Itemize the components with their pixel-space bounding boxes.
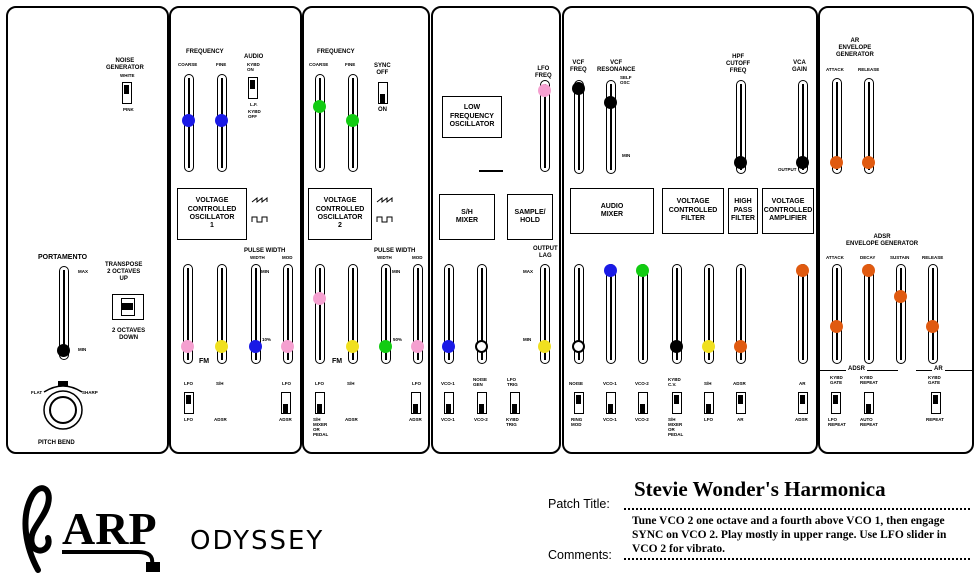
vcf-resonance-label: VCF RESONANCE	[597, 60, 636, 73]
vco2-lfo-label: LFO	[315, 381, 324, 386]
ar-trigger-label: AR	[934, 366, 943, 372]
vco1-fm-lfo-knob[interactable]	[181, 340, 194, 353]
vco2-fm1-switch[interactable]	[315, 392, 325, 414]
lfo-trig-switch[interactable]	[510, 392, 520, 414]
lfo-output-line	[479, 170, 503, 172]
vca-gain-label: VCA GAIN	[792, 60, 807, 73]
vca-adsr-label: ADSR	[795, 417, 808, 422]
vco2-pwm-knob[interactable]	[411, 340, 424, 353]
vco1-fm1-switch[interactable]	[184, 392, 194, 414]
vco1-waveform-icons	[251, 196, 275, 228]
kybd-trig-label: KYBD TRIG	[506, 417, 519, 427]
vco1-min-label: MIN	[261, 269, 270, 274]
vco1-audio-label: AUDIO	[244, 54, 264, 60]
pitch-bend-knob[interactable]	[38, 380, 88, 432]
sh-mixer-box: S/H MIXER	[439, 194, 495, 240]
audio-mixer-box: AUDIO MIXER	[570, 188, 654, 234]
noise-generator-label: NOISE GENERATOR	[106, 58, 144, 71]
vco1-lf-label: L.F.	[250, 102, 258, 107]
adsr-sustain-knob[interactable]	[894, 290, 907, 303]
mixer-vco1-switch[interactable]	[606, 392, 616, 414]
vco1-pw-knob[interactable]	[249, 340, 262, 353]
vcf-resonance-knob[interactable]	[604, 96, 617, 109]
sample-hold-box: SAMPLE/ HOLD	[507, 194, 553, 240]
vca-ar-knob[interactable]	[796, 264, 809, 277]
vco1-fm-label: FM	[199, 358, 210, 365]
adsr-envelope-label: ADSR ENVELOPE GENERATOR	[846, 234, 919, 247]
ar-kybd-gate-label: KYBD GATE	[928, 375, 941, 385]
vco1-adsr2-label: ADSR	[279, 417, 292, 422]
mixer-vco1b-label: VCO-1	[603, 417, 617, 422]
vco1-kybd-on-label: KYBD ON	[247, 62, 260, 72]
adsr-repeat-switch[interactable]	[864, 392, 874, 414]
ring-mod-label: RING MOD	[571, 417, 583, 427]
ar-release-label: RELEASE	[858, 67, 880, 72]
sh-vco1-switch[interactable]	[444, 392, 454, 414]
mixer-vco2-switch[interactable]	[638, 392, 648, 414]
sh-vco1-knob[interactable]	[442, 340, 455, 353]
vcf-freq-knob[interactable]	[572, 82, 585, 95]
patch-comments: Tune VCO 2 one octave and a fourth above VCO 1, then engage SYNC on VCO 2. Play mostly in upper range. Use LFO slider in VCO 2 for vibrato.	[632, 515, 947, 555]
vco1-coarse-knob[interactable]	[182, 114, 195, 127]
vco2-fm-lfo-knob[interactable]	[313, 292, 326, 305]
vco2-pwm-switch[interactable]	[411, 392, 421, 414]
sh-vco1-label: VCO-1	[441, 381, 455, 386]
adsr-attack-slider[interactable]	[832, 264, 842, 364]
vcf-env-switch[interactable]	[736, 392, 746, 414]
vco1-width-label: WIDTH	[250, 255, 265, 260]
vco2-adsr2-label: ADSR	[409, 417, 422, 422]
vca-ar-slider[interactable]	[798, 264, 808, 364]
transpose-label: TRANSPOSE 2 OCTAVES UP	[105, 262, 143, 282]
vco1-module-box: VOLTAGE CONTROLLED OSCILLATOR 1	[177, 188, 247, 240]
vcf-resonance-slider[interactable]	[606, 80, 616, 174]
left-panel	[6, 6, 169, 454]
vca-ar-label: AR	[799, 381, 806, 386]
vca-env-switch[interactable]	[798, 392, 808, 414]
vco1-lfo2-label: LFO	[184, 417, 193, 422]
vco2-coarse-label: COARSE	[309, 62, 329, 67]
vco1-adsr-label: ADSR	[214, 417, 227, 422]
patch-title-dots	[624, 508, 970, 510]
patch-title-label: Patch Title:	[548, 497, 610, 511]
adsr-attack-label: ATTACK	[826, 255, 844, 260]
vco2-fm-lfo-slider[interactable]	[315, 264, 325, 364]
vco2-width-label: WIDTH	[377, 255, 392, 260]
adsr-release-label: RELEASE	[922, 255, 944, 260]
vco2-coarse-slider[interactable]	[315, 74, 325, 172]
vcf-kybd-knob[interactable]	[670, 340, 683, 353]
vco1-audio-lf-switch[interactable]	[248, 77, 258, 99]
sh-noise-switch[interactable]	[477, 392, 487, 414]
mixer-vco1-label: VCO-1	[603, 381, 617, 386]
adsr-attack-knob[interactable]	[830, 320, 843, 333]
kybd-repeat-label: KYBD REPEAT	[860, 375, 878, 385]
vcf-adsr-label: ADSR	[733, 381, 746, 386]
adsr-gate-switch[interactable]	[831, 392, 841, 414]
vco1-frequency-label: FREQUENCY	[186, 49, 224, 55]
vco1-fm-sh-knob[interactable]	[215, 340, 228, 353]
mixer-noise-label: NOISE	[569, 381, 584, 386]
vco2-sync-on-label: ON	[378, 107, 387, 113]
sh-noise-knob[interactable]	[475, 340, 488, 353]
ar-attack-label: ATTACK	[826, 67, 844, 72]
vco1-kybd-off-label: KYBD OFF	[248, 109, 261, 119]
svg-text:ARP: ARP	[62, 503, 157, 554]
portamento-max-label: MAX	[78, 269, 88, 274]
adsr-sustain-slider[interactable]	[896, 264, 906, 364]
ar-gate-switch[interactable]	[931, 392, 941, 414]
adsr-release-slider[interactable]	[928, 264, 938, 364]
adsr-trigger-label: ADSR	[848, 366, 866, 372]
lfo-freq-knob[interactable]	[538, 84, 551, 97]
self-osc-label: SELF OSC	[620, 75, 632, 85]
vco2-pulse-width-label: PULSE WIDTH	[374, 248, 416, 254]
auto-repeat-label: AUTO REPEAT	[860, 417, 878, 427]
vco1-panel	[169, 6, 302, 454]
ar-release-knob[interactable]	[862, 156, 875, 169]
vco2-sh-mixer-label: S/H MIXER OR PEDAL	[313, 417, 329, 437]
mixer-vco2-label: VCO-2	[635, 381, 649, 386]
ar-repeat-label: REPEAT	[926, 417, 944, 422]
envelope-panel	[818, 6, 974, 454]
lfo-max-label: MAX	[523, 269, 533, 274]
pitch-bend-label: PITCH BEND	[38, 440, 75, 446]
vcf-ar-label: AR	[737, 417, 744, 422]
vcf-sh-switch[interactable]	[704, 392, 714, 414]
output-lag-knob[interactable]	[538, 340, 551, 353]
vco1-lfo3-label: LFO	[282, 381, 291, 386]
vco1-pwm-switch[interactable]	[281, 392, 291, 414]
vco1-sh-label: S/H	[216, 381, 224, 386]
vco2-frequency-label: FREQUENCY	[317, 49, 355, 55]
mixer-vco2-knob[interactable]	[636, 264, 649, 277]
vco2-sh-label: S/H	[347, 381, 355, 386]
comments-dots	[624, 558, 970, 560]
adsr-decay-label: DECAY	[860, 255, 876, 260]
vco2-pw-knob[interactable]	[379, 340, 392, 353]
mixer-noise-knob[interactable]	[572, 340, 585, 353]
portamento-min-label: MIN	[78, 347, 87, 352]
lfo-sh-panel	[431, 6, 561, 454]
pitch-flat-label: FLAT	[31, 390, 43, 395]
sh-vco2b-label: VCO-2	[474, 417, 488, 422]
vcf-adsr-knob[interactable]	[734, 340, 747, 353]
vco1-mod-label: MOD	[282, 255, 293, 260]
vco1-pwm-knob[interactable]	[281, 340, 294, 353]
sh-vco1b-label: VCO-1	[441, 417, 455, 422]
vcf-lfo-label: LFO	[704, 417, 713, 422]
vco2-panel	[302, 6, 430, 454]
vco2-waveform-icons	[376, 196, 400, 228]
mixer-min-label: MIN	[622, 153, 631, 158]
lfo-freq-label: LFO FREQ	[535, 66, 552, 79]
mixer-vco2-slider[interactable]	[638, 264, 648, 364]
vcf-kybd-switch[interactable]	[672, 392, 682, 414]
mixer-filter-panel	[562, 6, 818, 454]
vco1-pct-label: 10%	[262, 337, 272, 342]
adsr-decay-slider[interactable]	[864, 264, 874, 364]
hpf-box: HIGH PASS FILTER	[728, 188, 758, 234]
vcf-sh-mixer-label: S/H MIXER OR PEDAL	[668, 417, 684, 437]
output-lag-label: OUTPUT LAG	[533, 246, 558, 259]
vco2-pct-label: 50%	[393, 337, 403, 342]
comments-label: Comments:	[548, 548, 612, 562]
vcf-sh-label: S/H	[704, 381, 712, 386]
vco2-lfo3-label: LFO	[412, 381, 421, 386]
sh-noise-gen-label: NOISE GEN	[473, 377, 488, 387]
mixer-vco2b-label: VCO-2	[635, 417, 649, 422]
transpose-down-label: 2 OCTAVES DOWN	[112, 328, 146, 341]
noise-pink-label: PINK	[123, 107, 134, 112]
ar-attack-knob[interactable]	[830, 156, 843, 169]
vco2-coarse-knob[interactable]	[313, 100, 326, 113]
vco2-fine-label: FINE	[345, 62, 356, 67]
mixer-vco1-slider[interactable]	[606, 264, 616, 364]
vco2-fine-knob[interactable]	[346, 114, 359, 127]
vco2-sync-label: SYNC OFF	[374, 63, 391, 76]
vco1-fine-label: FINE	[216, 62, 227, 67]
vco2-fm-label: FM	[332, 358, 343, 365]
vco2-fm-sh-knob[interactable]	[346, 340, 359, 353]
vco2-adsr-label: ADSR	[345, 417, 358, 422]
vca-box: VOLTAGE CONTROLLED AMPLIFIER	[762, 188, 814, 234]
ar-envelope-label: AR ENVELOPE GENERATOR	[836, 38, 874, 58]
vco1-coarse-label: COARSE	[178, 62, 198, 67]
lfo-trig-label: LFO TRIG	[507, 377, 518, 387]
portamento-knob[interactable]	[57, 344, 70, 357]
vco1-pulse-width-label: PULSE WIDTH	[244, 248, 286, 254]
vco2-min-label: MIN	[392, 269, 401, 274]
noise-type-switch[interactable]	[122, 82, 132, 104]
hpf-knob[interactable]	[734, 156, 747, 169]
adsr-sustain-label: SUSTAIN	[890, 255, 910, 260]
vcf-kybd-label: KYBD C.V.	[668, 377, 681, 387]
vco1-fine-knob[interactable]	[215, 114, 228, 127]
vca-gain-knob[interactable]	[796, 156, 809, 169]
lfo-repeat-label: LFO REPEAT	[828, 417, 846, 427]
adsr-release-knob[interactable]	[926, 320, 939, 333]
vco1-lfo-label: LFO	[184, 381, 193, 386]
output-label: OUTPUT	[778, 167, 797, 172]
noise-white-label: WHITE	[120, 73, 135, 78]
vcf-sh-knob[interactable]	[702, 340, 715, 353]
hpf-cutoff-label: HPF CUTOFF FREQ	[726, 54, 751, 74]
mixer-noise-switch[interactable]	[574, 392, 584, 414]
kybd-gate-label: KYBD GATE	[830, 375, 843, 385]
adsr-decay-knob[interactable]	[862, 264, 875, 277]
vcf-box: VOLTAGE CONTROLLED FILTER	[662, 188, 724, 234]
vco2-sync-switch[interactable]	[378, 82, 388, 104]
transpose-switch[interactable]	[112, 294, 144, 320]
vco2-mod-label: MOD	[412, 255, 423, 260]
portamento-label: PORTAMENTO	[38, 254, 88, 261]
model-name: ODYSSEY	[190, 526, 325, 556]
lfo-min-label: MIN	[523, 337, 532, 342]
pitch-sharp-label: SHARP	[82, 390, 98, 395]
vcf-freq-label: VCF FREQ	[570, 60, 587, 73]
patch-title: Stevie Wonder's Harmonica	[634, 477, 886, 501]
vco2-module-box: VOLTAGE CONTROLLED OSCILLATOR 2	[308, 188, 372, 240]
lfo-module-box: LOW FREQUENCY OSCILLATOR	[442, 96, 502, 138]
arp-logo	[18, 478, 178, 578]
mixer-vco1-knob[interactable]	[604, 264, 617, 277]
